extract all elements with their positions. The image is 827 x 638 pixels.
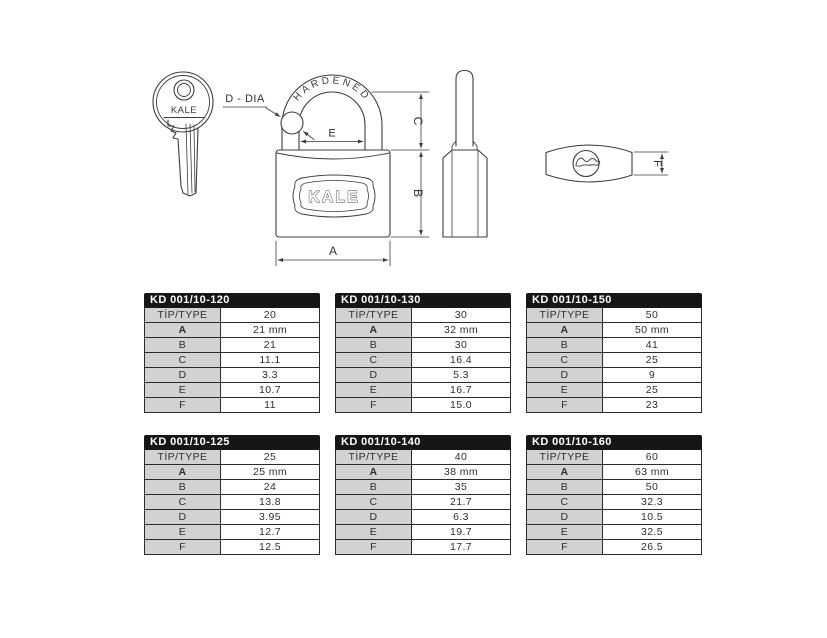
table-row [527,465,701,480]
dimension-value: 16.4 [412,353,510,367]
dimension-value: 60 [603,450,701,464]
dimension-value: 23 [603,398,701,412]
table-row [145,398,319,412]
dimension-label: D [145,510,221,524]
table-row [527,525,701,540]
model-header: KD 001/10-130 [335,293,511,308]
table-row [336,398,510,412]
table-row [336,510,510,525]
badge-brand-text: KALE [308,189,360,206]
key-hole-inner [178,84,191,97]
dimension-value: 20 [221,308,319,322]
dimension-label: F [145,398,221,412]
table-row [527,383,701,398]
table-row [527,353,701,368]
dim-c-label: C [411,116,425,126]
dimension-value: 16.7 [412,383,510,397]
table-row [527,450,701,465]
table-row [527,323,701,338]
dimension-value: 30 [412,308,510,322]
dimension-value: 11 [221,398,319,412]
spec-table [144,435,320,555]
spec-table [526,293,702,413]
dimension-label: C [145,495,221,509]
shackle-diameter-circle [281,112,303,134]
key-blade [168,120,198,196]
dimension-label: TİP/TYPE [336,308,412,322]
dimension-label: D [336,510,412,524]
dimension-label: C [145,353,221,367]
table-row [527,495,701,510]
table-row [527,338,701,353]
dimension-label: TİP/TYPE [336,450,412,464]
dimension-value: 32.5 [603,525,701,539]
dimension-value: 38 mm [412,465,510,479]
model-header: KD 001/10-125 [144,435,320,450]
table-row [145,480,319,495]
dimension-label: B [145,480,221,494]
dim-f-label: F [651,160,663,167]
table-row [145,338,319,353]
dimension-label: E [145,383,221,397]
model-header: KD 001/10-120 [144,293,320,308]
table-row [527,308,701,323]
spec-tables-grid [144,293,702,555]
table-row [336,323,510,338]
dimension-value: 41 [603,338,701,352]
spec-table-body [526,308,702,413]
model-header: KD 001/10-150 [526,293,702,308]
dimension-value: 50 mm [603,323,701,337]
dimension-label: E [527,525,603,539]
padlock-side-view [443,71,487,238]
table-row [336,525,510,540]
d-dia-leader-bottom [304,132,315,140]
dimension-label: A [527,465,603,479]
key-figure [153,72,213,196]
table-row [336,480,510,495]
table-row [145,540,319,554]
dim-a-label: A [328,244,338,258]
side-shackle-rod [456,71,473,147]
dimension-label: A [145,323,221,337]
dimension-value: 17.7 [412,540,510,554]
table-row [145,308,319,323]
dimension-label: B [336,480,412,494]
dimension-value: 30 [412,338,510,352]
dimension-label: F [336,398,412,412]
dimension-label: A [145,465,221,479]
spec-table [335,435,511,555]
dimension-value: 11.1 [221,353,319,367]
dimension-label: D [336,368,412,382]
dimension-label: B [527,338,603,352]
table-row [336,450,510,465]
dimension-value: 25 [603,383,701,397]
table-row [336,368,510,383]
table-row [336,540,510,554]
keyway-profile [576,158,600,166]
dimension-label: F [527,540,603,554]
dimension-label: TİP/TYPE [527,308,603,322]
key-hole [174,80,194,100]
dim-b-label: B [411,188,425,198]
spec-table-body [526,450,702,555]
spec-table-body [335,308,511,413]
dimension-label: C [527,495,603,509]
dimension-label: C [527,353,603,367]
dimension-label: D [527,368,603,382]
dimension-label: F [527,398,603,412]
table-row [145,353,319,368]
dimension-label: A [527,323,603,337]
cylinder-circle [573,151,599,177]
dimension-value: 25 [221,450,319,464]
dimension-label: E [145,525,221,539]
dimension-label: TİP/TYPE [145,450,221,464]
dimension-value: 6.3 [412,510,510,524]
table-row [336,495,510,510]
table-row [336,353,510,368]
dimension-label: D [145,368,221,382]
spec-table [335,293,511,413]
dimension-label: F [145,540,221,554]
dimension-value: 40 [412,450,510,464]
padlock-front-view [223,75,429,266]
table-row [145,383,319,398]
dimension-label: B [336,338,412,352]
spec-table [144,293,320,413]
dimension-value: 13.8 [221,495,319,509]
table-row [527,398,701,412]
table-row [145,368,319,383]
dimension-value: 21.7 [412,495,510,509]
table-row [527,510,701,525]
d-dia-leader-top [266,108,280,117]
dimension-label: B [527,480,603,494]
dimension-value: 24 [221,480,319,494]
dimension-label: E [336,383,412,397]
dimension-value: 21 mm [221,323,319,337]
dimension-label: B [145,338,221,352]
padlock-bottom-view [546,145,668,182]
side-body-outline [443,150,487,237]
dimension-value: 35 [412,480,510,494]
table-row [145,323,319,338]
table-row [527,368,701,383]
key-brand-text: KALE [170,105,198,116]
dimension-label: TİP/TYPE [145,308,221,322]
dimension-value: 63 mm [603,465,701,479]
table-row [145,465,319,480]
dimension-value: 12.7 [221,525,319,539]
hardened-arc-text: HARDENED [291,75,373,104]
dimension-label: C [336,353,412,367]
table-row [145,495,319,510]
table-row [145,450,319,465]
table-row [336,338,510,353]
table-row [336,465,510,480]
dimension-value: 32.3 [603,495,701,509]
model-header: KD 001/10-160 [526,435,702,450]
model-header: KD 001/10-140 [335,435,511,450]
dimension-value: 10.7 [221,383,319,397]
dimension-value: 50 [603,480,701,494]
dimension-value: 9 [603,368,701,382]
table-row [336,308,510,323]
dimension-label: A [336,465,412,479]
d-dia-label: D - DIA [225,93,265,105]
dimension-value: 25 mm [221,465,319,479]
dimension-value: 5.3 [412,368,510,382]
dimension-value: 12.5 [221,540,319,554]
dimension-value: 50 [603,308,701,322]
dimension-value: 19.7 [412,525,510,539]
dimension-label: TİP/TYPE [527,450,603,464]
technical-drawing [0,0,827,285]
dimension-value: 15.0 [412,398,510,412]
spec-table-body [335,450,511,555]
table-row [527,540,701,554]
dimension-value: 32 mm [412,323,510,337]
dimension-value: 26.5 [603,540,701,554]
dimension-value: 10.5 [603,510,701,524]
spec-table-body [144,308,320,413]
dimension-label: D [527,510,603,524]
dimension-value: 25 [603,353,701,367]
dimension-value: 3.95 [221,510,319,524]
table-row [527,480,701,495]
dimension-label: E [336,525,412,539]
table-row [336,383,510,398]
dimension-label: A [336,323,412,337]
key-blade-grooves [186,124,195,194]
dim-e-label: E [328,127,336,140]
dimension-label: E [527,383,603,397]
dimension-value: 21 [221,338,319,352]
table-row [145,525,319,540]
dimension-label: C [336,495,412,509]
dimension-label: F [336,540,412,554]
spec-table-body [144,450,320,555]
dimension-value: 3.3 [221,368,319,382]
table-row [145,510,319,525]
key-head-outline [153,72,213,132]
spec-table [526,435,702,555]
